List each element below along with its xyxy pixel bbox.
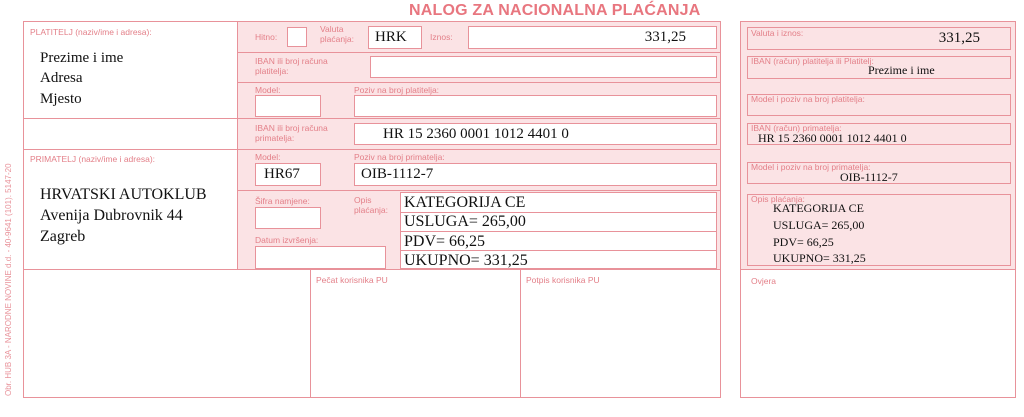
payee-iban-label-1: IBAN ili broj računa	[255, 123, 328, 133]
amount-value: 331,25	[644, 29, 686, 45]
receipt-payer-label: IBAN (račun) platitelja ili Platitelj:	[751, 56, 874, 66]
receipt-description-line-2: USLUGA= 265,00	[773, 218, 865, 232]
payee-iban-label-2: primatelja:	[255, 133, 295, 143]
stamp-label: Pečat korisnika PU	[316, 275, 388, 285]
payer-model-field[interactable]	[255, 95, 321, 117]
payer-name: Prezime i ime	[40, 50, 124, 66]
receipt-payer-model-field[interactable]	[747, 94, 1011, 116]
receipt-description-line-1: KATEGORIJA CE	[773, 201, 865, 215]
execution-date-field[interactable]	[255, 246, 386, 269]
payee-model-label: Model:	[255, 152, 281, 162]
receipt-description-line-4: UKUPNO= 331,25	[773, 251, 866, 265]
receipt-description-label: Opis plaćanja:	[751, 194, 805, 204]
payer-address: Adresa	[40, 70, 83, 86]
receipt-description-field[interactable]	[747, 194, 1011, 266]
currency-field[interactable]	[368, 26, 422, 49]
payer-reference-label: Poziv na broj platitelja:	[354, 85, 440, 95]
receipt-payee-model-label: Model i poziv na broj primatelja:	[751, 162, 871, 172]
receipt-payee-iban-field[interactable]	[747, 123, 1011, 145]
amount-field[interactable]	[468, 26, 717, 49]
payee-iban-value: HR 15 2360 0001 1012 4401 0	[383, 126, 569, 142]
description-line-2: USLUGA= 265,00	[404, 213, 526, 230]
payee-name: HRVATSKI AUTOKLUB	[40, 186, 207, 203]
receipt-payer-field[interactable]	[747, 56, 1011, 79]
purpose-code-field[interactable]	[255, 207, 321, 229]
payee-city: Zagreb	[40, 228, 86, 245]
signature-label: Potpis korisnika PU	[526, 275, 600, 285]
receipt-payee-iban-value: HR 15 2360 0001 1012 4401 0	[758, 131, 907, 145]
payer-iban-field[interactable]	[370, 56, 717, 78]
receipt-payer-value: Prezime i ime	[868, 63, 935, 77]
amount-label: Iznos:	[430, 32, 453, 42]
urgent-checkbox[interactable]	[287, 27, 307, 47]
description-field[interactable]	[400, 192, 717, 269]
description-line-1: KATEGORIJA CE	[404, 194, 526, 211]
payer-iban-label-2: platitelja:	[255, 66, 289, 76]
payee-reference-field[interactable]	[354, 163, 717, 186]
payer-label: PLATITELJ (naziv/ime i adresa):	[30, 27, 152, 37]
currency-label-1: Valuta	[320, 24, 344, 34]
payer-city: Mjesto	[40, 91, 82, 107]
description-label-2: plaćanja:	[354, 205, 389, 215]
payee-reference-value: OIB-1112-7	[361, 166, 434, 182]
form-side-note: Obr. HUB 3A - NARODNE NOVINE d.d. - 40-9641 (101). 5147-20	[4, 163, 13, 396]
payer-iban-label-1: IBAN ili broj računa	[255, 56, 328, 66]
description-line-3: PDV= 66,25	[404, 233, 486, 250]
receipt-amount-field[interactable]	[747, 27, 1011, 50]
description-line-4: UKUPNO= 331,25	[404, 252, 528, 269]
form-title: NALOG ZA NACIONALNA PLAĆANJA	[409, 2, 701, 19]
urgent-label: Hitno:	[255, 32, 278, 42]
currency-value: HRK	[375, 29, 407, 45]
currency-label-2: plaćanja:	[320, 34, 355, 44]
receipt-certification-label: Ovjera	[751, 276, 777, 286]
receipt-payee-reference-value: OIB-1112-7	[840, 170, 898, 184]
payee-label: PRIMATELJ (naziv/ime i adresa):	[30, 154, 156, 164]
receipt-payee-iban-label: IBAN (račun) primatelja:	[751, 123, 842, 133]
payee-iban-field[interactable]	[354, 123, 717, 145]
payee-model-field[interactable]	[255, 163, 321, 186]
payee-address: Avenija Dubrovnik 44	[40, 207, 183, 224]
receipt-payer-model-label: Model i poziv na broj platitelja:	[751, 94, 865, 104]
receipt-amount-label: Valuta i iznos:	[751, 28, 804, 38]
purpose-code-label: Šifra namjene:	[255, 196, 310, 206]
payer-reference-field[interactable]	[354, 95, 717, 117]
payer-model-label: Model:	[255, 85, 281, 95]
receipt-payee-model-field[interactable]	[747, 162, 1011, 184]
description-label-1: Opis	[354, 195, 372, 205]
payee-reference-label: Poziv na broj primatelja:	[354, 152, 445, 162]
receipt-description-line-3: PDV= 66,25	[773, 235, 834, 249]
receipt-amount-value: 331,25	[938, 30, 980, 46]
execution-date-label: Datum izvršenja:	[255, 235, 319, 245]
payee-model-value: HR67	[264, 166, 300, 182]
